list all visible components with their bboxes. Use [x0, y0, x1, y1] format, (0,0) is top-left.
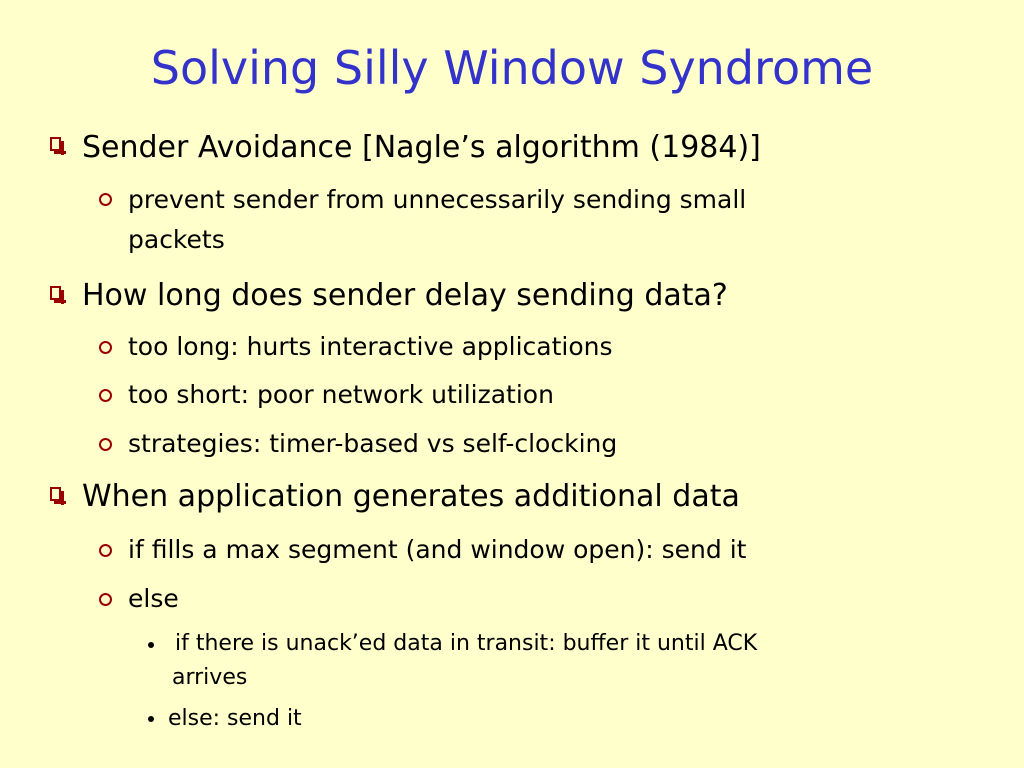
bullet-text: else: [128, 584, 179, 613]
circle-bullet-icon: [99, 593, 112, 606]
square-bullet-icon: [50, 286, 61, 300]
dot-bullet-icon: [148, 642, 154, 648]
bullet-text: When application generates additional data: [82, 479, 740, 514]
bullet-text: How long does sender delay sending data?: [82, 278, 728, 313]
bullet-text: strategies: timer-based vs self-clocking: [128, 429, 618, 458]
circle-bullet-icon: [99, 438, 112, 451]
bullet-text: too short: poor network utilization: [128, 380, 554, 409]
square-bullet-icon: [50, 487, 61, 501]
bullet-text-continued: arrives: [172, 665, 248, 690]
square-bullet-icon: [50, 137, 61, 151]
dot-bullet-icon: [148, 716, 154, 722]
bullet-text: too long: hurts interactive applications: [128, 332, 613, 361]
circle-bullet-icon: [99, 341, 112, 354]
bullet-text: if fills a max segment (and window open): send it: [128, 535, 747, 564]
bullet-text-continued: packets: [128, 225, 225, 254]
circle-bullet-icon: [99, 544, 112, 557]
circle-bullet-icon: [99, 389, 112, 402]
bullet-text: else: send it: [168, 706, 302, 731]
circle-bullet-icon: [99, 193, 112, 206]
bullet-text: if there is unack’ed data in transit: buffer it until ACK: [168, 631, 758, 656]
bullet-text: prevent sender from unnecessarily sending small: [128, 185, 747, 214]
bullet-text: Sender Avoidance [Nagle’s algorithm (1984)]: [82, 130, 761, 165]
slide-title: Solving Silly Window Syndrome: [150, 41, 874, 95]
